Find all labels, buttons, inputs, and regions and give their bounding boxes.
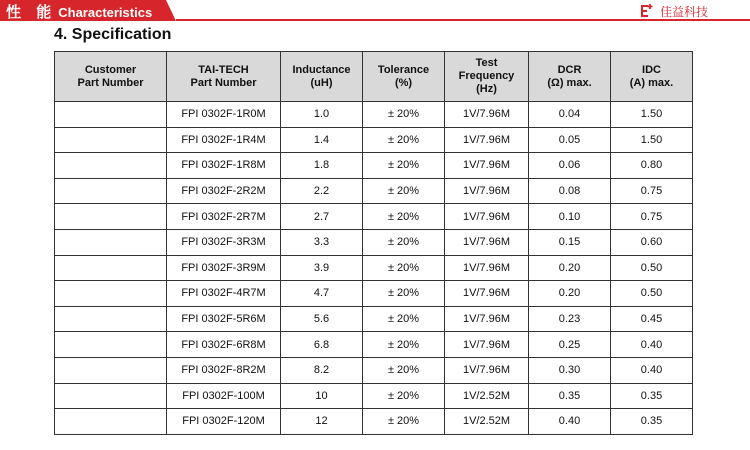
table-header bbox=[55, 52, 693, 102]
cell-dcr: 0.35 bbox=[529, 383, 611, 409]
cell-tolerance: ± 20% bbox=[363, 102, 445, 128]
cell-inductance: 1.0 bbox=[281, 102, 363, 128]
cell-test-frequency: 1V/7.96M bbox=[445, 102, 529, 128]
column-header-line: Inductance bbox=[292, 63, 351, 76]
cell-inductance: 12 bbox=[281, 409, 363, 435]
cell-tai-tech-part-number: FPI 0302F-5R6M bbox=[167, 306, 281, 332]
cell-inductance: 2.2 bbox=[281, 178, 363, 204]
cell-idc: 0.45 bbox=[611, 306, 693, 332]
cell-tolerance: ± 20% bbox=[363, 255, 445, 281]
cell-tai-tech-part-number: FPI 0302F-100M bbox=[167, 383, 281, 409]
cell-customer-part-number bbox=[55, 229, 167, 255]
cell-idc: 0.80 bbox=[611, 153, 693, 179]
header-row bbox=[55, 52, 693, 102]
cell-dcr: 0.23 bbox=[529, 306, 611, 332]
column-header-line: (Ω) max. bbox=[547, 76, 592, 89]
cell-inductance: 3.9 bbox=[281, 255, 363, 281]
cell-tai-tech-part-number: FPI 0302F-1R8M bbox=[167, 153, 281, 179]
column-header-test-frequency bbox=[445, 52, 529, 102]
cell-test-frequency: 1V/7.96M bbox=[445, 229, 529, 255]
cell-test-frequency: 1V/7.96M bbox=[445, 332, 529, 358]
cell-customer-part-number bbox=[55, 102, 167, 128]
cell-dcr: 0.06 bbox=[529, 153, 611, 179]
banner-chinese-title: 性 能 bbox=[6, 3, 57, 21]
cell-customer-part-number bbox=[55, 255, 167, 281]
cell-inductance: 6.8 bbox=[281, 332, 363, 358]
table-row bbox=[55, 409, 693, 435]
cell-inductance: 3.3 bbox=[281, 229, 363, 255]
cell-idc: 0.60 bbox=[611, 229, 693, 255]
cell-customer-part-number bbox=[55, 409, 167, 435]
cell-tai-tech-part-number: FPI 0302F-2R2M bbox=[167, 178, 281, 204]
column-header-tolerance bbox=[363, 52, 445, 102]
table-row bbox=[55, 357, 693, 383]
cell-customer-part-number bbox=[55, 204, 167, 230]
column-header-inductance bbox=[281, 52, 363, 102]
cell-test-frequency: 1V/7.96M bbox=[445, 357, 529, 383]
cell-tolerance: ± 20% bbox=[363, 281, 445, 307]
brand-name: 佳益科技 bbox=[659, 4, 708, 19]
column-header-line: (A) max. bbox=[629, 76, 674, 89]
cell-tai-tech-part-number: FPI 0302F-8R2M bbox=[167, 357, 281, 383]
cell-inductance: 4.7 bbox=[281, 281, 363, 307]
column-header-line: Test bbox=[475, 57, 498, 69]
cell-idc: 0.35 bbox=[611, 409, 693, 435]
cell-dcr: 0.15 bbox=[529, 229, 611, 255]
cell-inductance: 1.4 bbox=[281, 127, 363, 153]
cell-test-frequency: 1V/7.96M bbox=[445, 281, 529, 307]
characteristics-banner bbox=[0, 0, 176, 22]
cell-test-frequency: 1V/7.96M bbox=[445, 178, 529, 204]
cell-tolerance: ± 20% bbox=[363, 409, 445, 435]
table-row bbox=[55, 153, 693, 179]
table-body bbox=[55, 102, 693, 435]
cell-tolerance: ± 20% bbox=[363, 383, 445, 409]
cell-customer-part-number bbox=[55, 127, 167, 153]
cell-inductance: 2.7 bbox=[281, 204, 363, 230]
cell-customer-part-number bbox=[55, 332, 167, 358]
table-row bbox=[55, 383, 693, 409]
cell-customer-part-number bbox=[55, 383, 167, 409]
cell-tai-tech-part-number: FPI 0302F-6R8M bbox=[167, 332, 281, 358]
cell-customer-part-number bbox=[55, 153, 167, 179]
cell-test-frequency: 1V/7.96M bbox=[445, 204, 529, 230]
cell-tai-tech-part-number: FPI 0302F-120M bbox=[167, 409, 281, 435]
table-row bbox=[55, 306, 693, 332]
table-row bbox=[55, 255, 693, 281]
cell-tai-tech-part-number: FPI 0302F-4R7M bbox=[167, 281, 281, 307]
cell-test-frequency: 1V/2.52M bbox=[445, 383, 529, 409]
cell-tolerance: ± 20% bbox=[363, 127, 445, 153]
cell-tai-tech-part-number: FPI 0302F-1R0M bbox=[167, 102, 281, 128]
cell-test-frequency: 1V/7.96M bbox=[445, 153, 529, 179]
cell-test-frequency: 1V/7.96M bbox=[445, 306, 529, 332]
cell-tai-tech-part-number: FPI 0302F-3R9M bbox=[167, 255, 281, 281]
cell-inductance: 8.2 bbox=[281, 357, 363, 383]
cell-tolerance: ± 20% bbox=[363, 306, 445, 332]
cell-dcr: 0.10 bbox=[529, 204, 611, 230]
table-row bbox=[55, 229, 693, 255]
column-header-tai-tech-part-number bbox=[167, 52, 281, 102]
cell-inductance: 1.8 bbox=[281, 153, 363, 179]
cell-dcr: 0.25 bbox=[529, 332, 611, 358]
cell-tolerance: ± 20% bbox=[363, 229, 445, 255]
cell-inductance: 10 bbox=[281, 383, 363, 409]
column-header-customer-part-number bbox=[55, 52, 167, 102]
table-row bbox=[55, 178, 693, 204]
table-row bbox=[55, 204, 693, 230]
cell-idc: 0.35 bbox=[611, 383, 693, 409]
column-header-line: Part Number bbox=[190, 76, 257, 89]
cell-customer-part-number bbox=[55, 306, 167, 332]
column-header-line: Customer bbox=[84, 63, 137, 76]
cell-idc: 0.40 bbox=[611, 357, 693, 383]
column-header-line: Frequency bbox=[458, 70, 515, 82]
cell-customer-part-number bbox=[55, 281, 167, 307]
cell-tolerance: ± 20% bbox=[363, 357, 445, 383]
cell-dcr: 0.08 bbox=[529, 178, 611, 204]
cell-tolerance: ± 20% bbox=[363, 332, 445, 358]
cell-dcr: 0.20 bbox=[529, 281, 611, 307]
cell-dcr: 0.05 bbox=[529, 127, 611, 153]
cell-tai-tech-part-number: FPI 0302F-3R3M bbox=[167, 229, 281, 255]
cell-customer-part-number bbox=[55, 357, 167, 383]
cell-tolerance: ± 20% bbox=[363, 204, 445, 230]
cell-idc: 0.75 bbox=[611, 204, 693, 230]
cell-test-frequency: 1V/7.96M bbox=[445, 127, 529, 153]
column-header-idc bbox=[611, 52, 693, 102]
cell-tai-tech-part-number: FPI 0302F-1R4M bbox=[167, 127, 281, 153]
column-header-line: (%) bbox=[394, 76, 413, 89]
banner-text bbox=[6, 1, 152, 21]
table-row bbox=[55, 102, 693, 128]
cell-dcr: 0.20 bbox=[529, 255, 611, 281]
table-row bbox=[55, 127, 693, 153]
jiayi-logo-icon bbox=[639, 3, 655, 19]
cell-inductance: 5.6 bbox=[281, 306, 363, 332]
cell-customer-part-number bbox=[55, 178, 167, 204]
section-title: 4. Specification bbox=[54, 26, 172, 43]
cell-idc: 0.75 bbox=[611, 178, 693, 204]
cell-tolerance: ± 20% bbox=[363, 178, 445, 204]
column-header-dcr bbox=[529, 52, 611, 102]
table-row bbox=[55, 332, 693, 358]
brand bbox=[639, 2, 708, 20]
column-header-line: DCR bbox=[557, 63, 582, 76]
cell-idc: 0.40 bbox=[611, 332, 693, 358]
cell-idc: 1.50 bbox=[611, 102, 693, 128]
column-header-line: (Hz) bbox=[476, 83, 497, 95]
cell-idc: 0.50 bbox=[611, 255, 693, 281]
cell-test-frequency: 1V/7.96M bbox=[445, 255, 529, 281]
cell-test-frequency: 1V/2.52M bbox=[445, 409, 529, 435]
column-header-line: Part Number bbox=[77, 76, 144, 89]
cell-tolerance: ± 20% bbox=[363, 153, 445, 179]
column-header-line: (uH) bbox=[310, 76, 333, 89]
column-header-line: Tolerance bbox=[377, 63, 430, 76]
cell-dcr: 0.30 bbox=[529, 357, 611, 383]
column-header-line: IDC bbox=[642, 63, 661, 76]
cell-dcr: 0.40 bbox=[529, 409, 611, 435]
cell-idc: 1.50 bbox=[611, 127, 693, 153]
cell-tai-tech-part-number: FPI 0302F-2R7M bbox=[167, 204, 281, 230]
cell-dcr: 0.04 bbox=[529, 102, 611, 128]
cell-idc: 0.50 bbox=[611, 281, 693, 307]
column-header-line: TAI-TECH bbox=[198, 63, 249, 76]
table-row bbox=[55, 281, 693, 307]
banner-english-title: Characteristics bbox=[58, 5, 153, 20]
specification-table bbox=[54, 51, 693, 435]
